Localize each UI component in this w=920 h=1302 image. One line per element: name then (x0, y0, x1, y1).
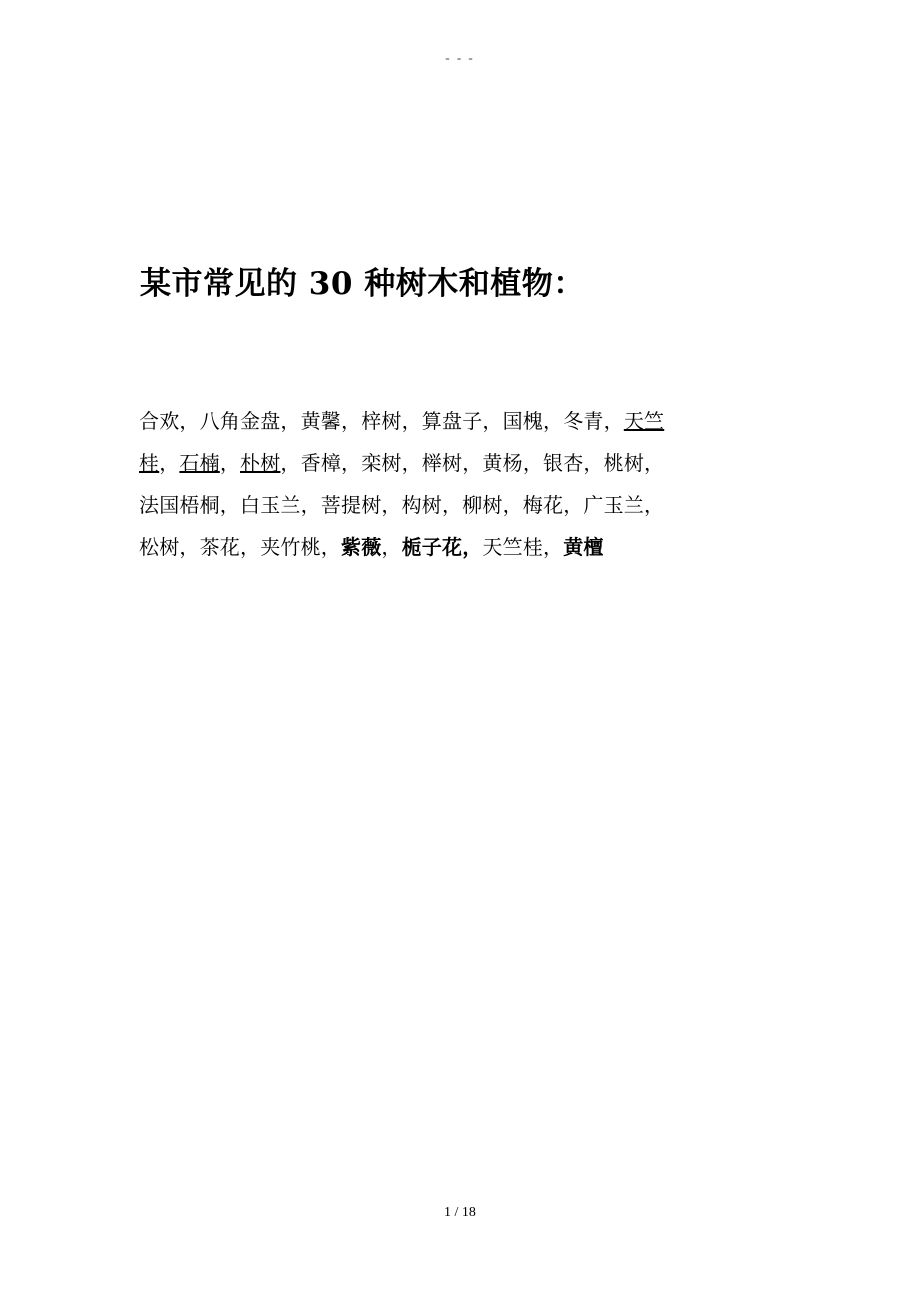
line-1-underlined: 天竺 (623, 409, 665, 433)
line-1-plain: 合欢，八角金盘，黄馨，梓树，算盘子，国槐，冬青， (139, 409, 624, 433)
line-4-sep: ， (381, 535, 402, 559)
page-footer: 1 / 18 (444, 1205, 476, 1220)
paragraph-line-2 (139, 442, 789, 484)
line-4-plain-b: 天竺桂， (482, 535, 564, 559)
line-4-bold-b: 栀子花， (401, 535, 483, 559)
line-2-plain: ，香樟，栾树，榉树，黄杨，银杏，桃树， (280, 451, 665, 475)
line-4-bold-a: 紫薇 (341, 535, 382, 559)
paragraph-line-3 (139, 484, 789, 526)
paragraph-line-1 (139, 400, 789, 442)
line-4-plain-a: 松树，茶花，夹竹桃， (139, 535, 341, 559)
paragraph-line-4 (139, 526, 789, 568)
plant-list-paragraph (139, 400, 789, 568)
line-3-plain: 法国梧桐，白玉兰，菩提树，构树，柳树，梅花，广玉兰， (139, 493, 665, 517)
line-2-underlined-b: 石楠 (179, 451, 220, 475)
line-2-underlined-a: 桂 (139, 451, 160, 475)
page-title: 某市常见的 30 种树木和植物： (140, 266, 585, 302)
page-header-mark: - - - (445, 50, 475, 65)
line-4-bold-c: 黄檀 (563, 535, 604, 559)
line-2-underlined-c: 朴树 (240, 451, 281, 475)
line-2-sep-b: ， (219, 451, 241, 475)
line-2-sep-a: ， (159, 451, 180, 475)
